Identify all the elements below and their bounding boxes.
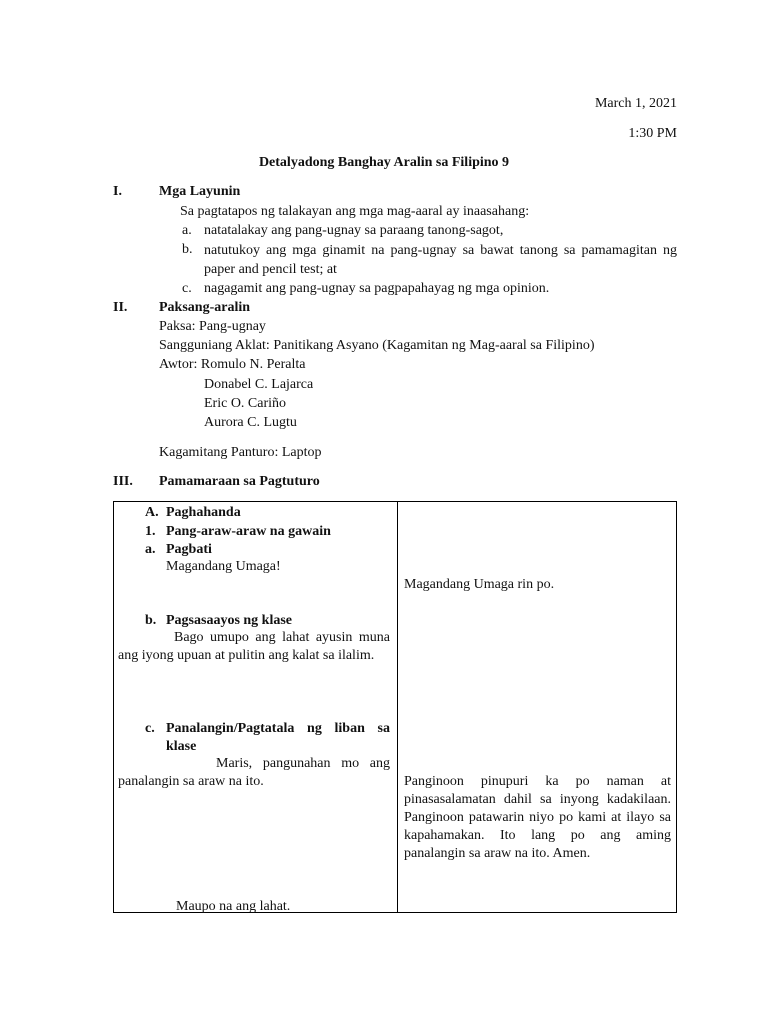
item-1-marker: 1. (145, 524, 156, 539)
author-name: Eric O. Cariño (204, 396, 287, 411)
objective-c-marker: c. (182, 281, 192, 296)
student-prayer: Panginoon pinupuri ka po naman at pinasasalamatan dahil sa inyong kadakilaan. Panginoon patawarin niyo po kami at ilayo sa kapahamakan. Ito lang po ang aming panalangin sa araw na ito. Amen. (404, 774, 671, 861)
item-a-label: Paghahanda (166, 505, 241, 520)
author-name: Donabel C. Lajarca (204, 377, 314, 392)
student-response-greeting: Magandang Umaga rin po. (404, 577, 555, 592)
sanggunian-line: Sangguniang Aklat: Panitikang Asyano (Kagamitan ng Mag-aaral sa Filipino) (159, 338, 595, 353)
column-divider (397, 502, 398, 912)
pagbati-text: Magandang Umaga! (166, 559, 281, 574)
pagsasaayos-label: Pagsasaayos ng klase (166, 613, 293, 628)
kagamitan-line: Kagamitang Panturo: Laptop (159, 445, 322, 460)
maupo-text: Maupo na ang lahat. (176, 899, 291, 914)
section2-number: II. (113, 300, 128, 315)
awtor-line: Awtor: Romulo N. Peralta (159, 357, 306, 372)
objective-b-marker: b. (182, 242, 193, 257)
objective-a-marker: a. (182, 223, 192, 238)
pagsasaayos-text: Bago umupo ang lahat ayusin muna ang iyong upuan at pulitin ang kalat sa ilalim. (118, 630, 390, 663)
objective-c-text: nagagamit ang pang-ugnay sa pagpapahayag ng mga opinion. (204, 281, 550, 296)
pagbati-marker: a. (145, 542, 156, 557)
section3-heading: Pamamaraan sa Pagtuturo (159, 474, 320, 489)
item-a-marker: A. (145, 505, 159, 520)
panalangin-text: Maris, pangunahan mo ang panalangin sa araw na ito. (118, 756, 390, 789)
paksa-line: Paksa: Pang-ugnay (159, 319, 266, 334)
section3-number: III. (113, 474, 133, 489)
section2-heading: Paksang-aralin (159, 300, 251, 315)
section1-number: I. (113, 184, 122, 199)
pagsasaayos-marker: b. (145, 613, 157, 628)
pagbati-label: Pagbati (166, 542, 212, 557)
objective-b-text: natutukoy ang mga ginamit na pang-ugnay sa bawat tanong sa pamamagitan ng paper and pencil test; at (204, 243, 677, 277)
header-date: March 1, 2021 (594, 96, 677, 111)
header-time: 1:30 PM (628, 126, 677, 141)
panalangin-label: Panalangin/Pagtatala ng liban sa klase (166, 721, 390, 754)
lesson-procedure-table (113, 501, 677, 913)
author-name: Aurora C. Lugtu (204, 415, 297, 430)
panalangin-marker: c. (145, 721, 155, 736)
item-1-label: Pang-araw-araw na gawain (166, 524, 331, 539)
page-title: Detalyadong Banghay Aralin sa Filipino 9 (258, 155, 510, 170)
section1-intro: Sa pagtatapos ng talakayan ang mga mag-aaral ay inaasahang: (180, 204, 530, 219)
objective-a-text: natatalakay ang pang-ugnay sa paraang tanong-sagot, (204, 223, 504, 238)
section1-heading: Mga Layunin (159, 184, 241, 199)
